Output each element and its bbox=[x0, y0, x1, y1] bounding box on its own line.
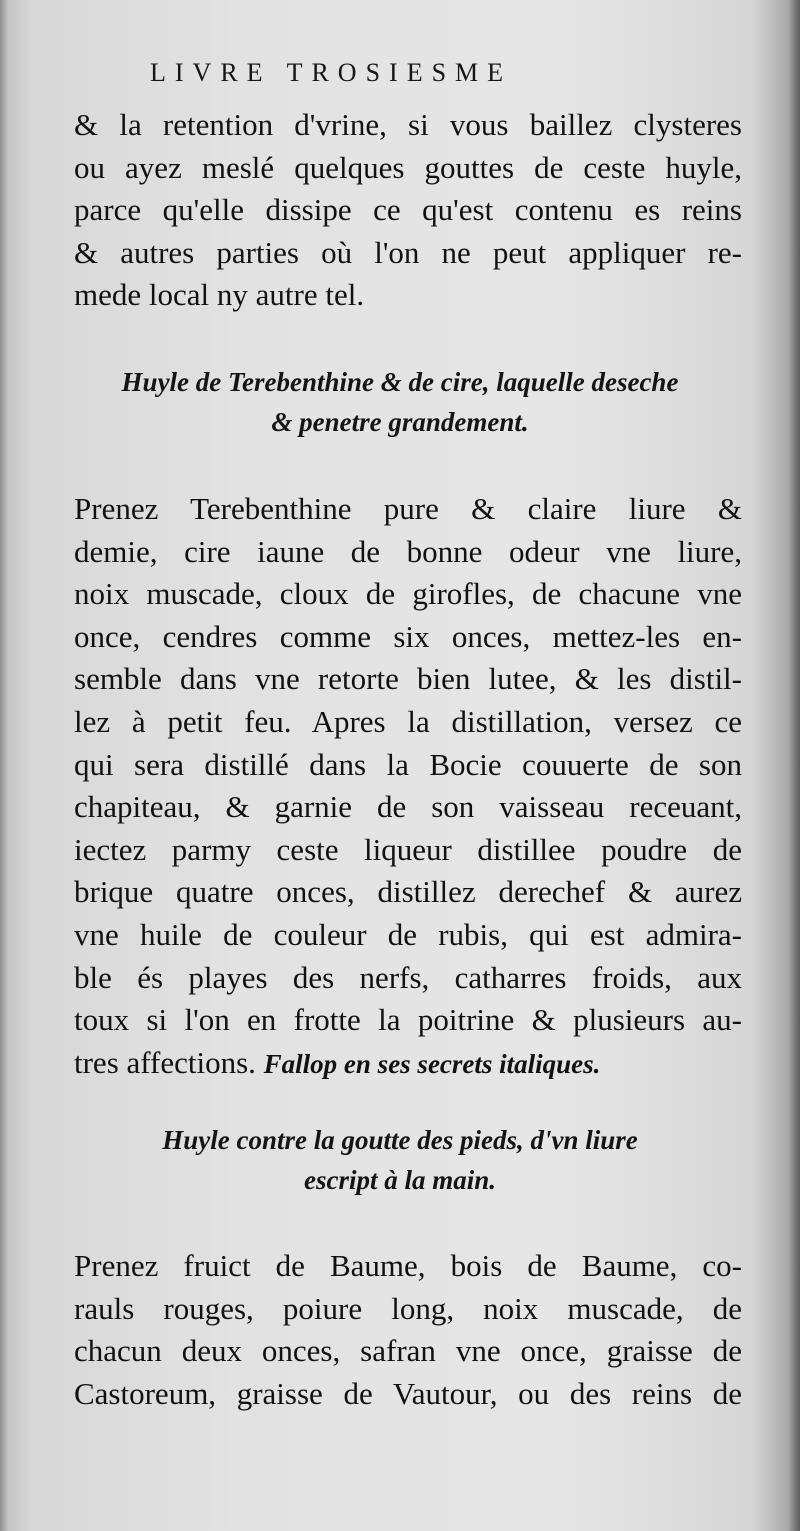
heading-line: & penetre grandement. bbox=[271, 407, 529, 437]
page-edge-shadow bbox=[788, 0, 800, 1531]
text-line: chapiteau, & garnie de son vaisseau receuant, bbox=[74, 789, 742, 825]
text-line: toux si l'on en frotte la poitrine & plusieurs au- bbox=[74, 1002, 742, 1038]
text-line: noix muscade, cloux de girofles, de chacune vne bbox=[74, 576, 742, 612]
text-line: qui sera distillé dans la Bocie couuerte de son bbox=[74, 746, 742, 782]
paragraph-1 bbox=[74, 104, 742, 317]
heading-line: Huyle contre la goutte des pieds, d'vn liure bbox=[162, 1125, 638, 1155]
text-line: Prenez fruict de Baume, bois de Baume, co- bbox=[74, 1248, 742, 1283]
text-line: semble dans vne retorte bien lutee, & les distil- bbox=[74, 661, 742, 697]
text-fragment: tres affections. bbox=[74, 1044, 256, 1080]
text-line: mede local ny autre tel. bbox=[74, 277, 365, 313]
heading-line: escript à la main. bbox=[303, 1165, 496, 1195]
source-citation: Fallop en ses secrets italiques. bbox=[263, 1048, 601, 1079]
text-line: parce qu'elle dissipe ce qu'est contenu es reins bbox=[74, 192, 742, 228]
text-line: brique quatre onces, distillez derechef & aurez bbox=[74, 874, 742, 910]
heading-line: Huyle de Terebenthine & de cire, laquelle deseche bbox=[121, 367, 679, 397]
text-line: iectez parmy ceste liqueur distillee poudre de bbox=[74, 831, 742, 867]
text-line: ble és playes des nerfs, catharres froids, aux bbox=[74, 959, 742, 995]
paragraph-3 bbox=[74, 1245, 742, 1415]
text-line: ou ayez meslé quelques gouttes de ceste huyle, bbox=[74, 149, 742, 185]
text-line: & la retention d'vrine, si vous baillez clysteres bbox=[74, 107, 742, 142]
running-header: LIVRE TROSIESME bbox=[150, 58, 513, 87]
text-line-with-citation bbox=[74, 1042, 742, 1086]
text-line: once, cendres comme six onces, mettez-les en- bbox=[74, 618, 742, 654]
recipe-heading-2 bbox=[0, 1120, 800, 1200]
recipe-heading-1 bbox=[0, 362, 800, 442]
paragraph-2 bbox=[74, 488, 742, 1085]
text-line: vne huile de couleur de rubis, qui est admira- bbox=[74, 916, 742, 952]
text-line: demie, cire iaune de bonne odeur vne liure, bbox=[74, 533, 742, 569]
text-line: & autres parties où l'on ne peut appliquer re- bbox=[74, 234, 742, 270]
text-line: Castoreum, graisse de Vautour, ou des reins de bbox=[74, 1375, 742, 1411]
text-line: chacun deux onces, safran vne once, graisse de bbox=[74, 1333, 742, 1369]
page-gutter-shadow bbox=[0, 0, 8, 1531]
text-line: rauls rouges, poiure long, noix muscade, de bbox=[74, 1290, 742, 1326]
text-line: Prenez Terebenthine pure & claire liure & bbox=[74, 491, 742, 526]
text-line: lez à petit feu. Apres la distillation, versez ce bbox=[74, 703, 742, 739]
